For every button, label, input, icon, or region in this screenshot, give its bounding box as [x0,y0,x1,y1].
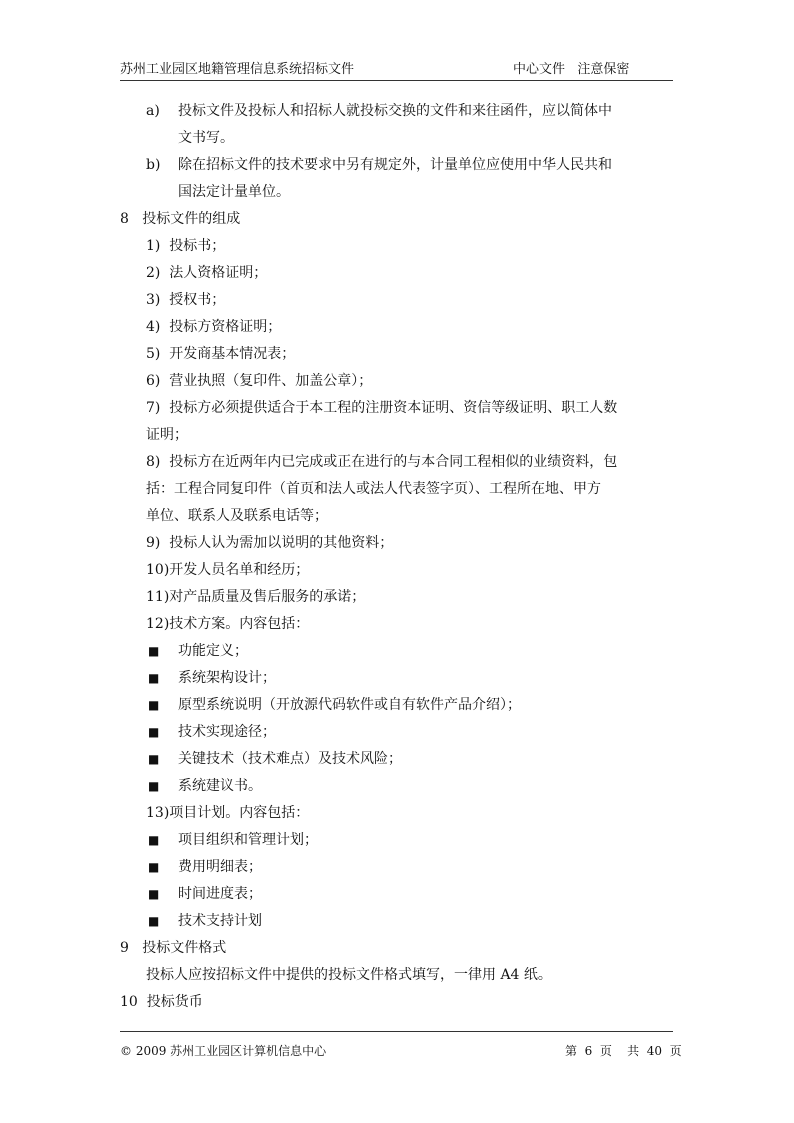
tech-plan-item-3: 原型系统说明（开放源代码软件或自有软件产品介绍）； [178,697,521,713]
list-item-4: 4) 投标方资格证明； [146,319,282,335]
item-a-marker: a) [146,103,160,119]
list-item-1: 1) 投标书； [146,238,226,254]
list-item-8-line-3: 单位、联系人及联系电话等； [146,508,328,524]
list-item-12: 12)技术方案。内容包括： [146,616,310,632]
list-item-7-line-2: 证明； [146,427,188,443]
project-plan-item-2: 费用明细表； [178,859,262,875]
section-10-heading: 10 投标货币 [120,994,203,1010]
list-item-8-line-1: 8) 投标方在近两年内已完成或正在进行的与本合同工程相似的业绩资料，包 [146,454,618,470]
tech-plan-item-6: 系统建议书。 [178,778,262,794]
list-item-8-line-2: 括：工程合同复印件（首页和法人或法人代表签字页）、工程所在地、甲方 [146,481,601,497]
footer-copyright: © 2009 苏州工业园区计算机信息中心 [120,1044,327,1058]
footer-divider [120,1031,673,1032]
bullet-icon: ■ [148,914,160,928]
bullet-icon: ■ [148,860,160,874]
item-a-line-1: 投标文件及投标人和招标人就投标交换的文件和来往函件，应以简体中 [178,103,612,119]
list-item-9: 9) 投标人认为需加以说明的其他资料； [146,535,394,551]
list-item-3: 3) 授权书； [146,292,226,308]
bullet-icon: ■ [148,644,160,658]
item-a-line-2: 文书写。 [178,130,234,146]
footer-page-number: 第 6 页 共 40 页 [565,1044,682,1058]
header-confidential-note: 中心文件 注意保密 [513,62,630,77]
list-item-13: 13)项目计划。内容包括： [146,805,310,821]
bullet-icon: ■ [148,671,160,685]
project-plan-item-1: 项目组织和管理计划； [178,832,318,848]
project-plan-item-3: 时间进度表； [178,886,262,902]
list-item-10: 10)开发人员名单和经历； [146,562,310,578]
list-item-7-line-1: 7) 投标方必须提供适合于本工程的注册资本证明、资信等级证明、职工人数 [146,400,618,416]
header-title: 苏州工业园区地籍管理信息系统招标文件 [120,62,355,77]
section-9-text: 投标人应按招标文件中提供的投标文件格式填写，一律用 A4 纸。 [146,967,552,983]
list-item-2: 2) 法人资格证明； [146,265,268,281]
item-b-line-2: 国法定计量单位。 [178,184,290,200]
list-item-11: 11)对产品质量及售后服务的承诺； [146,589,366,605]
list-item-5: 5) 开发商基本情况表； [146,346,296,362]
bullet-icon: ■ [148,698,160,712]
bullet-icon: ■ [148,833,160,847]
tech-plan-item-2: 系统架构设计； [178,670,276,686]
bullet-icon: ■ [148,752,160,766]
section-9-heading: 9 投标文件格式 [120,940,227,956]
bullet-icon: ■ [148,725,160,739]
bullet-icon: ■ [148,779,160,793]
bullet-icon: ■ [148,887,160,901]
project-plan-item-4: 技术支持计划 [178,913,262,929]
item-b-line-1: 除在招标文件的技术要求中另有规定外，计量单位应使用中华人民共和 [178,157,612,173]
list-item-6: 6) 营业执照（复印件、加盖公章）； [146,373,373,389]
section-8-heading: 8 投标文件的组成 [120,211,241,227]
tech-plan-item-5: 关键技术（技术难点）及技术风险； [178,751,402,767]
page-header [120,56,673,81]
tech-plan-item-4: 技术实现途径； [178,724,276,740]
item-b-marker: b) [146,157,161,173]
tech-plan-item-1: 功能定义； [178,643,248,659]
